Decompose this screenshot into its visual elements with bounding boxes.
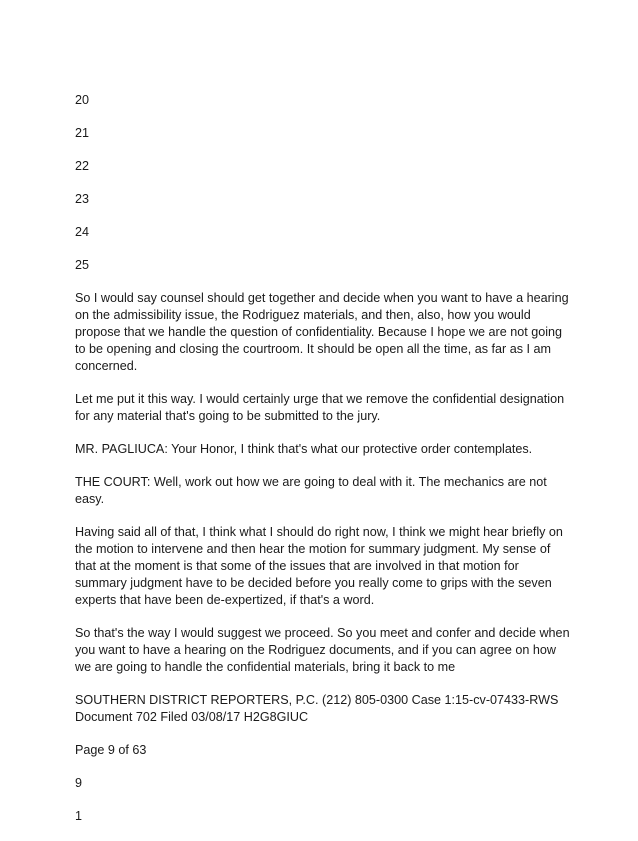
transcript-paragraph: Let me put it this way. I would certainly urge that we remove the confidential designation for any material that's going to be submitted to the jury. bbox=[75, 392, 565, 423]
line-number: 23 bbox=[75, 192, 90, 206]
line-number: 24 bbox=[75, 225, 90, 239]
line-number: 1 bbox=[75, 809, 83, 823]
line-number: 25 bbox=[75, 258, 90, 272]
line-number: 20 bbox=[75, 93, 90, 107]
transcript-paragraph: So I would say counsel should get together and decide when you want to have a hearing on the admissibility issue, the Rodriguez materials, and then, also, how you would propose that we handle the question of confidentiality. Because I hope we are not going to be opening and closing the courtroom. It should be open all the time, as far as I am concerned. bbox=[75, 291, 569, 373]
line-number: 22 bbox=[75, 159, 90, 173]
transcript-paragraph: THE COURT: Well, work out how we are going to deal with it. The mechanics are not easy. bbox=[75, 475, 547, 506]
page-counter: Page 9 of 63 bbox=[75, 743, 147, 757]
transcript-body bbox=[75, 92, 570, 841]
transcript-paragraph: Having said all of that, I think what I should do right now, I think we might hear briefly on the motion to intervene and then hear the motion for summary judgment. My sense of that at the moment is that some of the issues that are involved in that motion for summary judgment have to be decided before you really come to grips with the seven experts that have been de-expertized, if that's a word. bbox=[75, 525, 563, 607]
transcript-paragraph: So that's the way I would suggest we proceed. So you meet and confer and decide when you want to have a hearing on the Rodriguez documents, and if you can agree on how we are going to handle the confidential materials, bring it back to me bbox=[75, 626, 570, 674]
court-reporter-header: SOUTHERN DISTRICT REPORTERS, P.C. (212) 805-0300 Case 1:15-cv-07433-RWS Document 702 Filed 03/08/17 H2G8GIUC bbox=[75, 693, 559, 724]
line-number: 21 bbox=[75, 126, 90, 140]
page-number: 9 bbox=[75, 776, 83, 790]
transcript-paragraph: MR. PAGLIUCA: Your Honor, I think that's what our protective order contemplates. bbox=[75, 442, 533, 456]
